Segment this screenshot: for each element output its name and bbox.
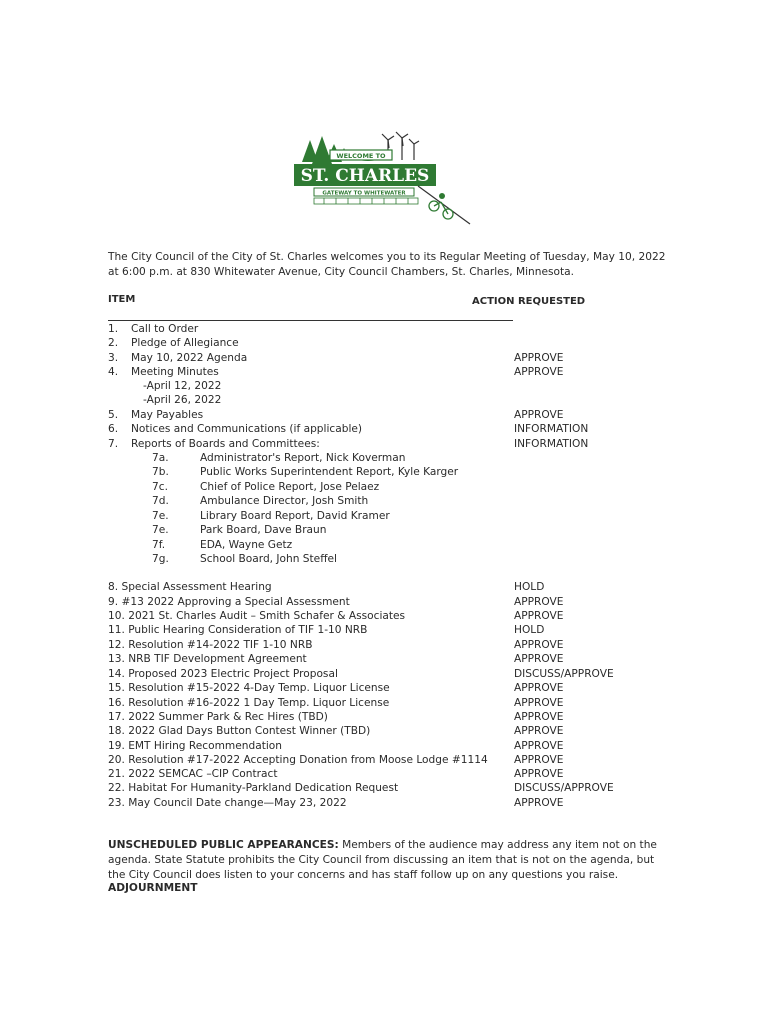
public-appearances-note xyxy=(108,838,668,883)
meeting-intro: The City Council of the City of St. Charles welcomes you to its Regular Meeting of Tuesday, May 10, 2022 at 6:00 p.m. at 830 Whitewater Avenue, City Council Chambers, St. Charles, Minnesota. xyxy=(108,251,666,278)
public-appearances-label: UNSCHEDULED PUBLIC APPEARANCES: xyxy=(108,839,339,851)
public-appearances-text: Members of the audience may address any item not on the agenda. State Statute prohibits the City Council from discussing an item that is not on the agenda, but the City Council does listen to your concerns and has staff follow up on any questions you raise. xyxy=(108,839,657,881)
logo-tagline-text: GATEWAY TO WHITEWATER xyxy=(322,190,406,197)
agenda-page: WELCOME TO ST. CHARLES GATEWAY TO WHITEWATER The City Council of the City of St. Charles welcomes you to its Regular Meeting of Tuesday, May 10, 2022 at 6:00 p.m. at 830 Whitewater Avenue, City Council Chambers, St. Charles, Minnesota. ITEM ACTION REQUESTED 1. Call to Order 2. Pledge of Allegiance 3. May 10, 2022 Agenda APPROVE 4. Meeting Minutes APPROVE -April 12, 2022 -April 26, 2022 5. May Payables APPROVE 6. Notices and Communications (if applicable) INFORMATION 7. Reports of Boards and Committees: INFORMATION 7a. Administrator's Report, Nick Koverman 7b. Public Works Superintendent Report, Kyle Karger 7c. Chief of Police Report, Jose Pelaez 7d. Ambulance Director, Josh Smith 7e. Library Board Report, David Kramer 7e. Park Board, Dave Braun 7f. EDA, Wayne Getz 7g. School Board, John Steffel 8. Special Assessment Hearing HOLD 9. #13 2022 Approving a Special Assessment APPROVE 10. 2021 St. Charles Audit – Smith Schafer & Associates APPROVE 11. Public Hearing Consideration of TIF 1-10 NRB HOLD 12. Resolution #14-2022 TIF 1-10 NRB APPROVE 13. NRB TIF Development Agreement APPROVE 14. Proposed 2023 Electric Project Proposal DISCUSS/APPROVE 15. Resolution #15-2022 4-Day Temp. Liquor License APPROVE 16. Resolution #16-2022 1 Day Temp. Liquor License APPROVE 17. 2022 Summer Park & Rec Hires (TBD) APPROVE 18. 2022 Glad Days Button Contest Winner (TBD) APPROVE 19. EMT Hiring Recommendation APPROVE 20. Resolution #17-2022 Accepting Donation from Moose Lodge #1114 APPROVE 21. 2022 SEMCAC –CIP Contract APPROVE 22. Habitat For Humanity-Parkland Dedication Request DISCUSS/APPROVE 23. May Council Date change—May 23, 2022 APPROVE UNSCHEDULED PUBLIC APPEARANCES: Members of the audience may address any item not on the agenda. State Statute prohibits the City Council from discussing an item that is not on the agenda, but the City Council does listen to your concerns and has staff follow up on any questions you raise. ADJOURNMENT xyxy=(0,0,770,1024)
header-divider xyxy=(108,320,513,321)
adjournment: ADJOURNMENT xyxy=(108,882,198,894)
action-column-header: ACTION REQUESTED xyxy=(472,296,586,307)
logo-welcome-text: WELCOME TO xyxy=(336,152,386,160)
item-column-header: ITEM xyxy=(108,294,136,305)
st-charles-logo xyxy=(288,128,478,232)
logo-name-text: ST. CHARLES xyxy=(300,166,430,186)
